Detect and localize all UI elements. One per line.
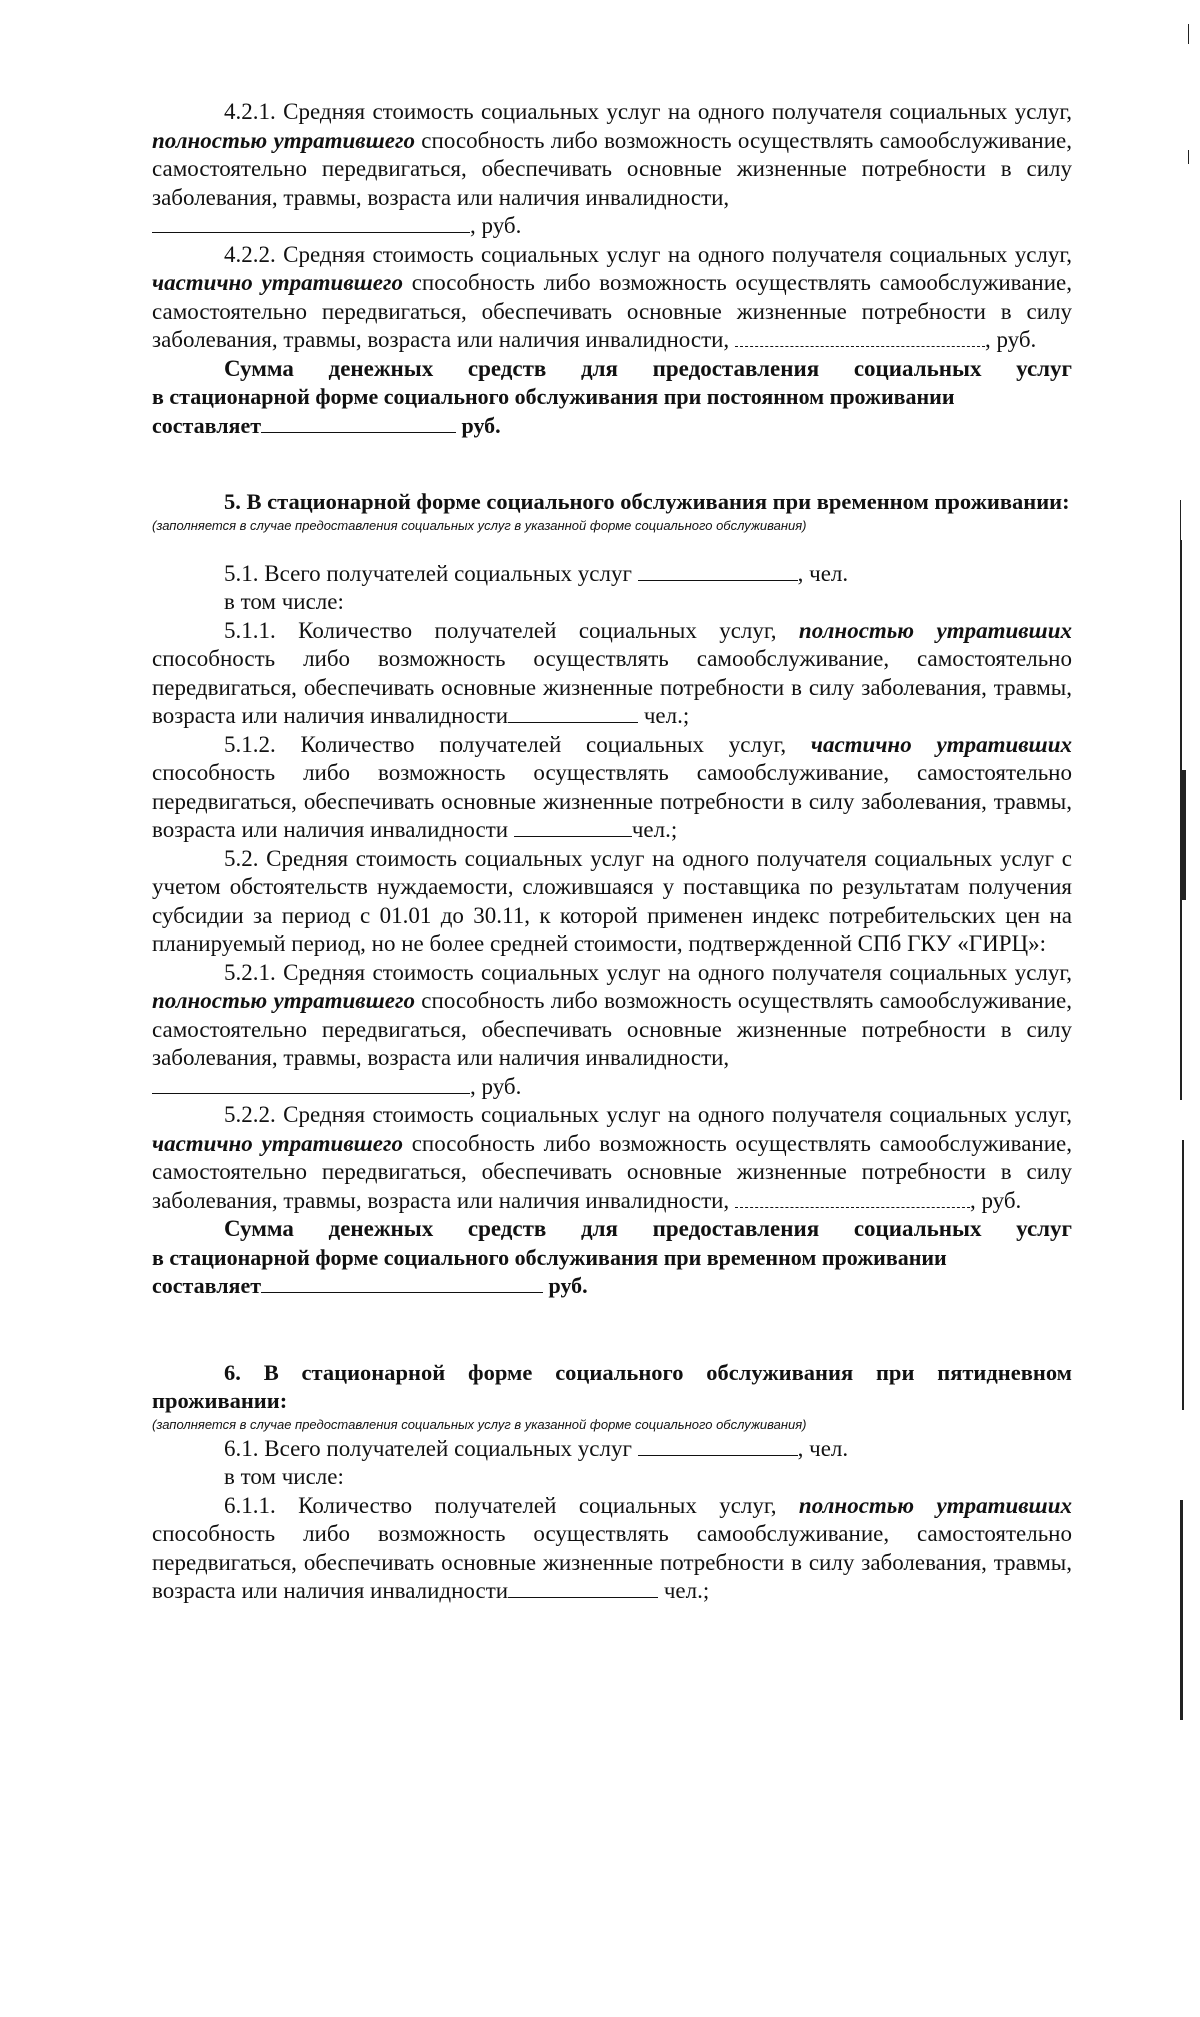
paragraph-4-2-2: 4.2.2. Средняя стоимость социальных услуг на одного получателя социальных услуг, частично утратившего способность либо возможность осуществлять самообслуживание, самостоятельно передвигаться, обеспечивать основные жизненные потребности в силу заболевания, травмы, возраста или наличия инвалидности, , руб. xyxy=(152,241,1073,352)
fill-blank-sum-4[interactable] xyxy=(261,412,456,433)
scan-edge-mark xyxy=(1180,1500,1183,1720)
blank-line-4-2-1: , руб. xyxy=(152,212,1072,241)
paragraph-5-2-1: 5.2.1. Средняя стоимость социальных услуг на одного получателя социальных услуг, полностью утратившего способность либо возможность осуществлять самообслуживание, самостоятельно передвигаться, обеспечивать основные жизненные потребности в силу заболевания, травмы, возраста или наличия инвалидности, xyxy=(152,959,1072,1070)
fill-blank-5-1-1[interactable] xyxy=(508,702,638,723)
sum-amount-4: составляет руб. xyxy=(152,412,501,438)
scan-edge-mark xyxy=(1182,770,1186,900)
emphasis-fully-lost: полностью утратившего xyxy=(152,127,415,153)
section-6-note: (заполняется в случае предоставления социальных услуг в указанной форме социального обслуживания) xyxy=(152,1416,807,1432)
section-5-heading: 5. В стационарной форме социального обслуживания при временном проживании: xyxy=(224,489,1070,514)
document-page xyxy=(152,98,1072,1606)
section-6-heading: 6. В стационарной форме социального обслуживания при пятидневном проживании: xyxy=(152,1359,1072,1413)
fill-blank-cost-5-2-1[interactable] xyxy=(152,1073,470,1094)
fill-blank-cost-4-2-1[interactable] xyxy=(152,212,470,233)
fill-blank-sum-5[interactable] xyxy=(261,1272,543,1293)
including-6: в том числе: xyxy=(224,1464,344,1489)
blank-line-5-2-1: , руб. xyxy=(152,1073,1072,1102)
sum-line-4: в стационарной форме социального обслуживания при постоянном проживании xyxy=(152,384,955,409)
sum-amount-5: составляет руб. xyxy=(152,1273,588,1298)
paragraph-5-2-2: 5.2.2. Средняя стоимость социальных услуг на одного получателя социальных услуг, частично утратившего способность либо возможность осуществлять самообслуживание, самостоятельно передвигаться, обеспечивать основные жизненные потребности в силу заболевания, травмы, возраста или наличия инвалидности, , руб. xyxy=(152,1102,1073,1213)
fill-blank-recipients-6-1[interactable] xyxy=(638,1435,798,1456)
fill-blank-5-1-2[interactable] xyxy=(514,816,632,837)
paragraph-6-1-1: 6.1.1. Количество получателей социальных услуг, полностью утративших способность либо возможность осуществлять самообслуживание, самостоятельно передвигаться, обеспечивать основные жизненные потребности в силу заболевания, травмы, возраста или наличия инвалидности чел.; xyxy=(152,1492,1073,1603)
scan-edge-mark xyxy=(1188,150,1189,164)
paragraph-5-1: 5.1. Всего получателей социальных услуг , чел. xyxy=(224,560,849,586)
paragraph-5-2: 5.2. Средняя стоимость социальных услуг на одного получателя социальных услуг с учетом обстоятельств нуждаемости, сложившаяся у поставщика по результатам получения субсидии за период с 01.01 до 30.11, к которой применен индекс потребительских цен на планируемый период, но не более средней стоимости, подтвержденной СПб ГКУ «ГИРЦ»: xyxy=(152,845,1072,956)
section-5-note: (заполняется в случае предоставления социальных услуг в указанной форме социального обслуживания) xyxy=(152,517,807,533)
including-5: в том числе: xyxy=(224,589,344,614)
fill-blank-cost-5-2-2[interactable] xyxy=(735,1187,970,1208)
sum-line-5: в стационарной форме социального обслуживания при временном проживании xyxy=(152,1244,947,1270)
fill-blank-recipients-5-1[interactable] xyxy=(638,560,798,581)
paragraph-5-1-2: 5.1.2. Количество получателей социальных услуг, частично утративших способность либо возможность осуществлять самообслуживание, самостоятельно передвигаться, обеспечивать основные жизненные потребности в силу заболевания, травмы, возраста или наличия инвалидности чел.; xyxy=(152,731,1072,842)
paragraph-5-1-1: 5.1.1. Количество получателей социальных услуг, полностью утративших способность либо возможность осуществлять самообслуживание, самостоятельно передвигаться, обеспечивать основные жизненные потребности в силу заболевания, травмы, возраста или наличия инвалидности чел.; xyxy=(152,617,1073,728)
emphasis-partially-lost: частично утратившего xyxy=(152,270,403,295)
scan-edge-mark xyxy=(1182,1140,1184,1410)
sum-title-4: Сумма денежных средств для предоставления социальных услуг xyxy=(224,355,1072,381)
sum-title-5: Сумма денежных средств для предоставления социальных услуг xyxy=(224,1216,1072,1241)
paragraph-4-2-1: 4.2.1. Средняя стоимость социальных услуг на одного получателя социальных услуг, полностью утратившего способность либо возможность осуществлять самообслуживание, самостоятельно передвигаться, обеспечивать основные жизненные потребности в силу заболевания, травмы, возраста или наличия инвалидности, xyxy=(152,99,1072,210)
scan-edge-mark xyxy=(1188,24,1189,44)
fill-blank-6-1-1[interactable] xyxy=(508,1577,658,1598)
fill-blank-cost-4-2-2[interactable] xyxy=(735,326,985,347)
paragraph-6-1: 6.1. Всего получателей социальных услуг , чел. xyxy=(224,1435,849,1461)
